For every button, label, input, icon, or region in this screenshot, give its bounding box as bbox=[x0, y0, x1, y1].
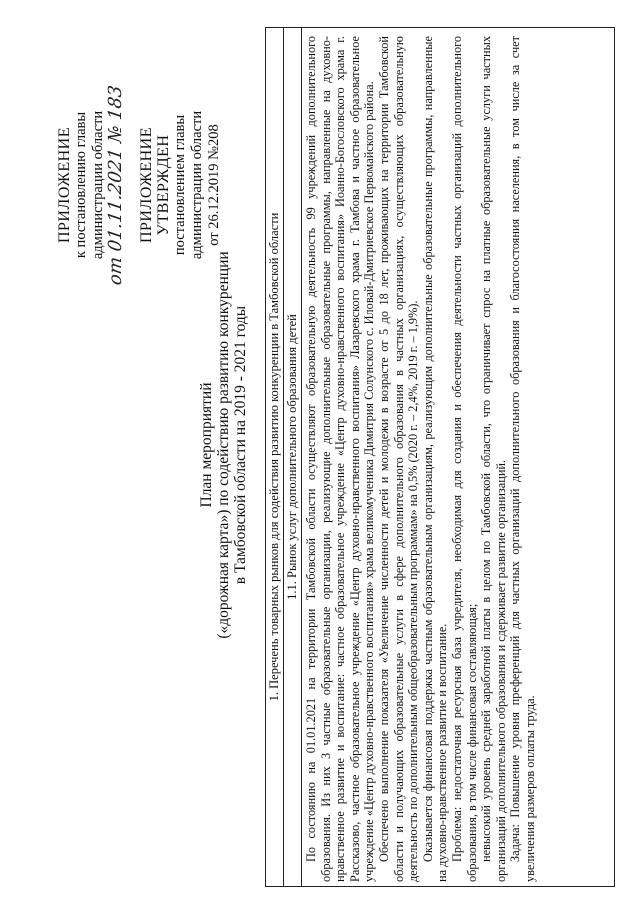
appendix-text-1: к постановлению главы администрации области bbox=[73, 110, 106, 260]
subsection-heading: 1.1. Рынок услуг дополнительного образования детей bbox=[284, 28, 302, 886]
measures-table bbox=[265, 27, 615, 887]
appendix-text-2: постановлением главы администрации области bbox=[172, 110, 205, 260]
paragraph: Проблема: недостаточная ресурсная база учредителя, необходимая для создания и обеспечения деятельности частных организаций дополнительного образования, в том числе финансовая составляющая; bbox=[449, 36, 479, 882]
document-title bbox=[198, 185, 249, 705]
title-line-3: в Тамбовской области на 2019 - 2021 годы bbox=[232, 305, 249, 585]
appendix-date-2: от 26.12.2019 №208 bbox=[206, 124, 222, 246]
section-heading: 1. Перечень товарных рынков для содействия развитию конкуренции в Тамбовской области bbox=[266, 28, 284, 886]
appendix-label-2: ПРИЛОЖЕНИЕ bbox=[138, 127, 155, 244]
paragraph: Задача: Повышение уровня преференций для частных организаций дополнительного образования и благосостояния населения, в том числе за счет увеличения размеров оплаты труда. bbox=[508, 36, 537, 882]
appendix-label-1: ПРИЛОЖЕНИЕ bbox=[56, 127, 73, 244]
paragraph: По состоянию на 01.01.2021 на территории Тамбовской области осуществляют образовательную деятельность 99 учреждений дополнительного образования. Из них 3 частные образовательные организации, реализующие дополнительные образовательные программы, направленные на духовно-нравственное развитие и воспитание: частное образовательное учреждение «Центр духовно-нравственного воспитания» Иоанно-Богословского храма г. Рассказово, частное образовательное учреждение «Центр духовно-нравственного воспитания» Лазаревского храма г. Тамбова и частное образовательное учреждение «Центр духовно-нравственного воспитания» храма великомученика Димитрия Солунского с. Иловай-Дмитриевское Первомайского района. bbox=[304, 36, 377, 882]
paragraph: Обеспечено выполнение показателя «Увеличение численности детей и молодежи в возрасте от 5 до 18 лет, проживающих на территории Тамбовской области и получающих образовательные услуги в сфере дополнительного образования в частных организациях, осуществляющих образовательную деятельность по дополнительным общеобразовательным программам» на 0,5% (2020 г. – 2,4%, 2019 г. – 1,9%). bbox=[376, 36, 421, 882]
handwritten-decree-number: от 01.11.2021 № 183 bbox=[105, 83, 126, 287]
title-line-2: («дорожная карта») по содействию развитию конкуренции bbox=[215, 251, 232, 639]
paragraph: Оказывается финансовая поддержка частным образовательным организациям, реализующим дополнительные образовательные программы, направленные на духовно-нравственное развитие и воспитание. bbox=[420, 36, 450, 882]
paragraph: невысокий уровень средней заработной платы в целом по Тамбовской области, что ограничивает спрос на платные образовательные услуги частных организаций дополнительного образования и сдерживает развитие организаций. bbox=[479, 36, 508, 882]
title-line-1: План мероприятий bbox=[198, 382, 215, 508]
approved-label: УТВЕРЖДЕН bbox=[155, 134, 172, 236]
table-body-cell bbox=[302, 28, 538, 886]
